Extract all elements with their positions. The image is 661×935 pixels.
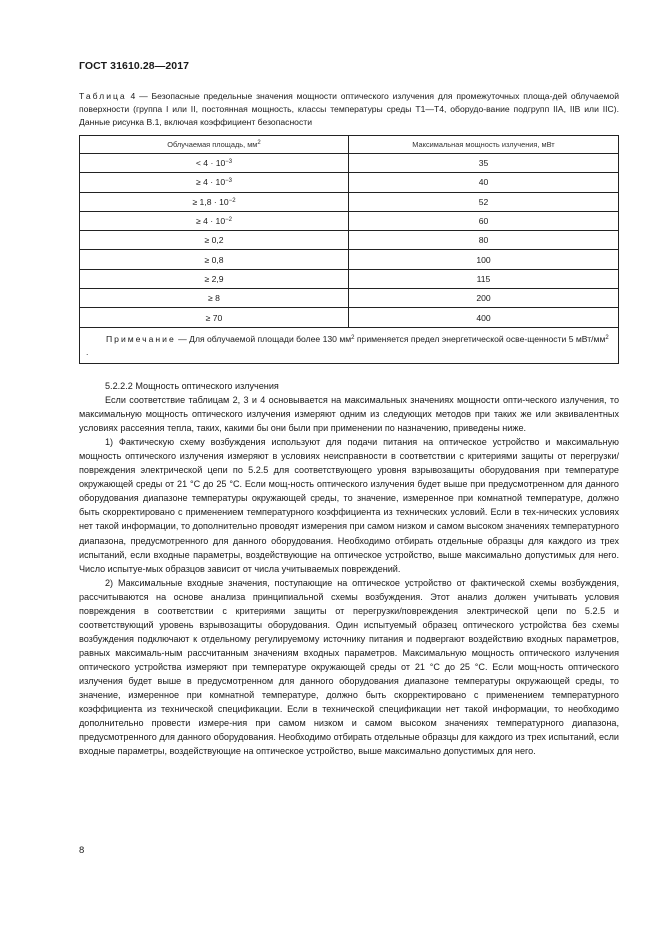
power-column-header: Максимальная мощность излучения, мВт (349, 136, 619, 154)
power-cell: 400 (349, 308, 619, 327)
power-cell: 52 (349, 192, 619, 211)
table-note: Примечание — Для облучаемой площади более 130 $мм^2$ применяется предел энергетической осве-щенности 5 мВт/$мм^2$ . (80, 327, 619, 363)
paragraph: 2) Максимальные входные значения, поступающие на оптическое устройство от фактической схемы возбуждения, рассчитываются на основе анализа принципиальной схемы возбуждения. Этот анализ должен учитывать условия повреждения в соответствии с критериями защиты от перегрузки/повреждения электрической цепи по 5.2.5 и соответствующий уровень взрывозащиты оборудования. Один испытуемый образец оптического устройства без схемы возбуждения подключают к отдельному регулируемому источнику питания и подвергают воздействию входных параметров, равных максималь-ным рассчитанным значениям входных параметров. Максимальную мощность оптического излучения оптического устройства измеряют при температуре окружающей среды от 21 °С до 25 °С. Если мощ-ность оптического излучения будет выше в предусмотренном для данного оборудования диапазоне температуры окружающей среды, то значение, измеренное при комнатной температуре, должно быть скорректировано с применением температурного коэффициента из технической спецификации. Если в технической спецификации нет такой информации, то необходимо дополнительно провести измере-ния при самом низком и самом высоком значениях температурного диапазона, предусмотренного для данного оборудования. Необходимо отбирать отдельные образцы для каждого из трех испытаний, если входные параметры, воздействующие на оптическое устройство, выше максимально допустимых для него. (79, 577, 619, 757)
table-row (80, 173, 619, 192)
power-cell: 115 (349, 269, 619, 288)
table-row (80, 250, 619, 269)
table-row (80, 211, 619, 230)
section-heading: 5.2.2.2 Мощность оптического излучения (105, 381, 279, 391)
table-row (80, 231, 619, 250)
area-column-header: Облучаемая площадь, $мм^2$ (80, 136, 349, 154)
area-cell: ≥ $4 \cdot 10^{-2}$ (80, 211, 349, 230)
area-cell: ≥ $4 \cdot 10^{-3}$ (80, 173, 349, 192)
area-cell: ≥ 0,2 (80, 231, 349, 250)
power-cell: 40 (349, 173, 619, 192)
table-note-row (80, 327, 619, 363)
table-caption-text: 4 — Безопасные предельные значения мощности оптического излучения для промежуточных площа-дей облучаемой поверхности (группа I или II, постоянная мощность, классы температуры среды Т1—Т4, оборудо-вание подгрупп IIA, IIB или IIC). Данные рисунка В.1, включая коэффициент безопасности (79, 91, 619, 127)
area-cell: ≥ 2,9 (80, 269, 349, 288)
area-cell: ≥ 70 (80, 308, 349, 327)
area-cell: ≥ 0,8 (80, 250, 349, 269)
table-row (80, 192, 619, 211)
table-caption-label: Таблица (79, 91, 127, 101)
document-header: ГОСТ 31610.28—2017 (79, 60, 190, 72)
paragraph: Если соответствие таблицам 2, 3 и 4 основывается на максимальных значениях мощности опти-ческого излучения, то максимальную мощность оптического излучения измеряют одним из следующих методов при таких же или эквивалентных условиях рассеяния тепла, таких, какими бы они были при применении по назначению, приведены ниже. (79, 395, 619, 434)
table-header-row (80, 136, 619, 154)
table-caption (79, 90, 619, 129)
page-number: 8 (79, 845, 85, 856)
power-cell: 100 (349, 250, 619, 269)
area-cell: ≥ $1,8 \cdot 10^{-2}$ (80, 192, 349, 211)
power-cell: 80 (349, 231, 619, 250)
power-limits-table (79, 135, 619, 364)
power-cell: 35 (349, 154, 619, 173)
table-row (80, 308, 619, 327)
area-cell: ≥ 8 (80, 289, 349, 308)
power-cell: 200 (349, 289, 619, 308)
paragraph: 1) Фактическую схему возбуждения используют для подачи питания на оптическое устройство и максимальную мощность оптического излучения измеряют в условиях неисправности в соответствии с критериями защиты от перегрузки/повреждения электрической цепи по 5.2.5 для соответствующего уровня взрывозащиты оборудования при температуре окружающей среды от 21 °С до 25 °С. Если мощ-ность оптического излучения будет выше при предусмотренном для данного оборудования диапазоне температуры окружающей среды, то значение, измеренное при комнатной температуре, должно быть скорректировано с применением температурного коэффициента из технических условий. Если в тех-нических условиях нет такой информации, то дополнительно проводят измерения при самом низком и самом высоком значениях температурного диапазона, предусмотренного для данного оборудования. Необходимо отбирать отдельные образцы для каждого из трех испытаний, если входные параметры, воздействующие на оптическое устройство, выше максимально допустимых для него. Число испытуе-мых образцов зависит от числа учитываемых повреждений. (79, 437, 619, 574)
table-row (80, 154, 619, 173)
area-cell: < $4 \cdot 10^{-3}$ (80, 154, 349, 173)
table-row (80, 289, 619, 308)
table-row (80, 269, 619, 288)
body-text (79, 379, 619, 758)
power-cell: 60 (349, 211, 619, 230)
note-label: Примечание (106, 333, 176, 344)
